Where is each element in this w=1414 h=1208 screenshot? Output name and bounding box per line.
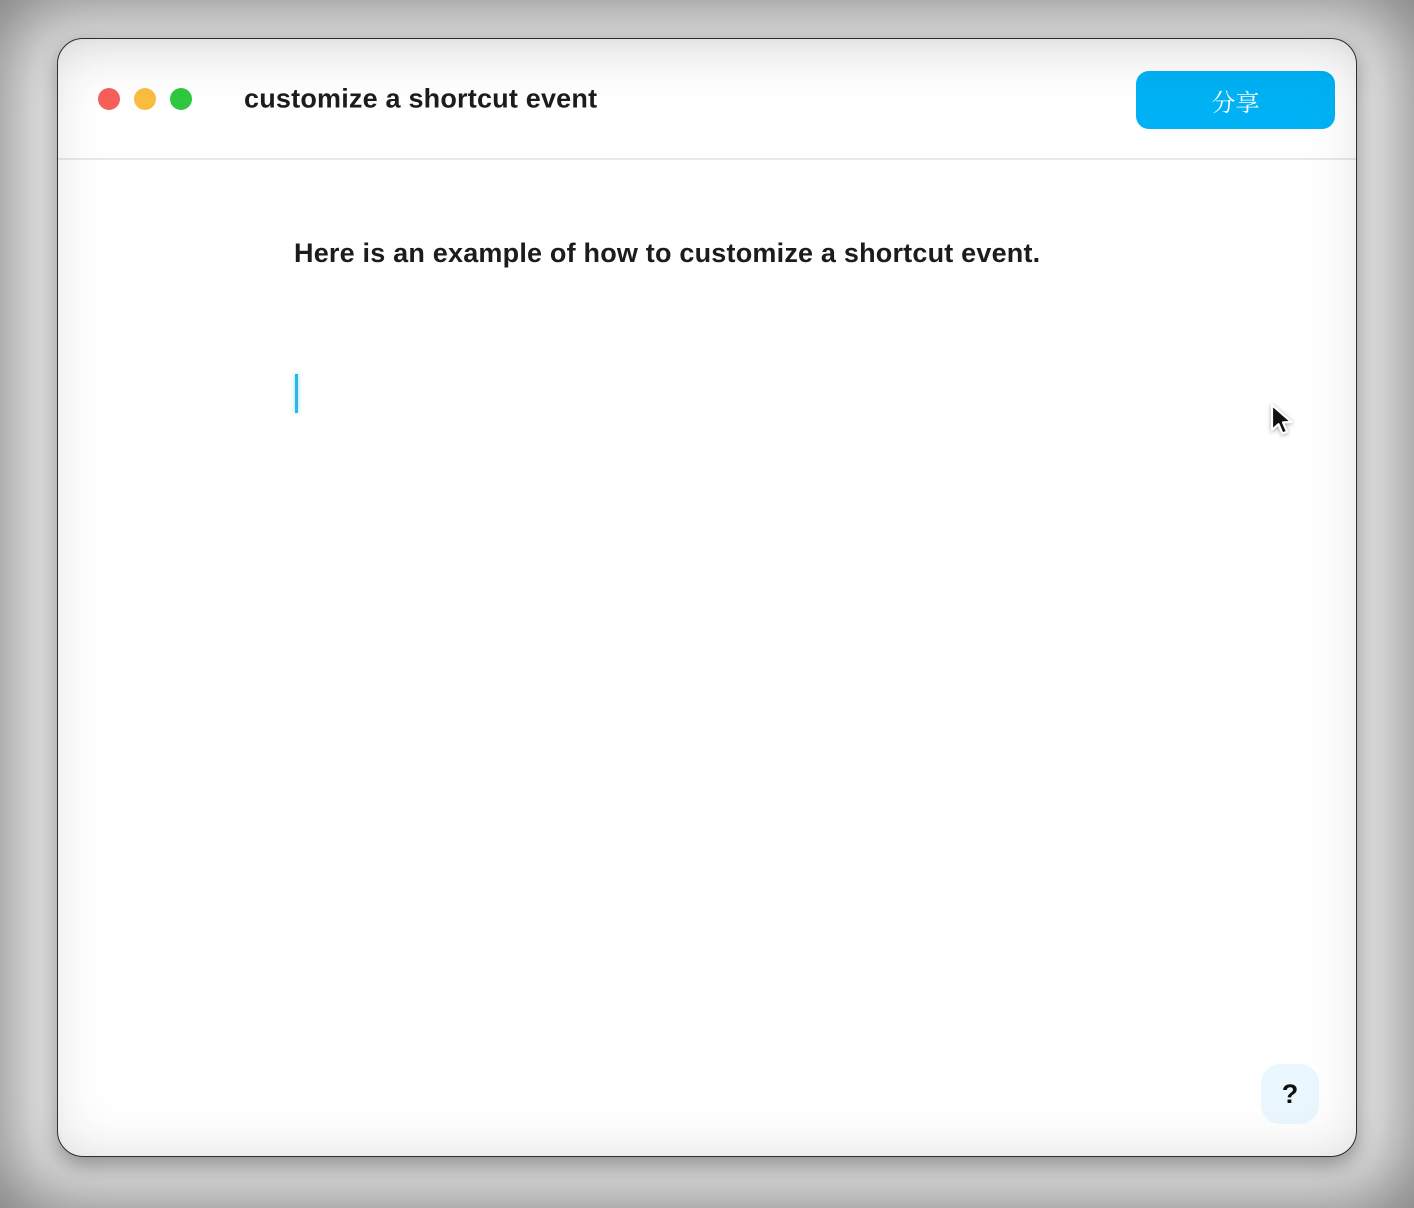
help-button[interactable]: ? [1261, 1064, 1319, 1124]
close-window-button[interactable] [98, 88, 120, 110]
window-title: customize a shortcut event [244, 83, 598, 113]
app-window [57, 38, 1357, 1157]
share-button[interactable]: 分享 [1136, 71, 1335, 129]
zoom-window-button[interactable] [170, 88, 192, 110]
traffic-lights [98, 88, 192, 110]
document-editor-area[interactable] [58, 162, 1356, 1156]
document-heading-text: Here is an example of how to customize a shortcut event. [294, 238, 1041, 268]
window-titlebar [58, 39, 1356, 160]
minimize-window-button[interactable] [134, 88, 156, 110]
text-caret [295, 374, 298, 413]
